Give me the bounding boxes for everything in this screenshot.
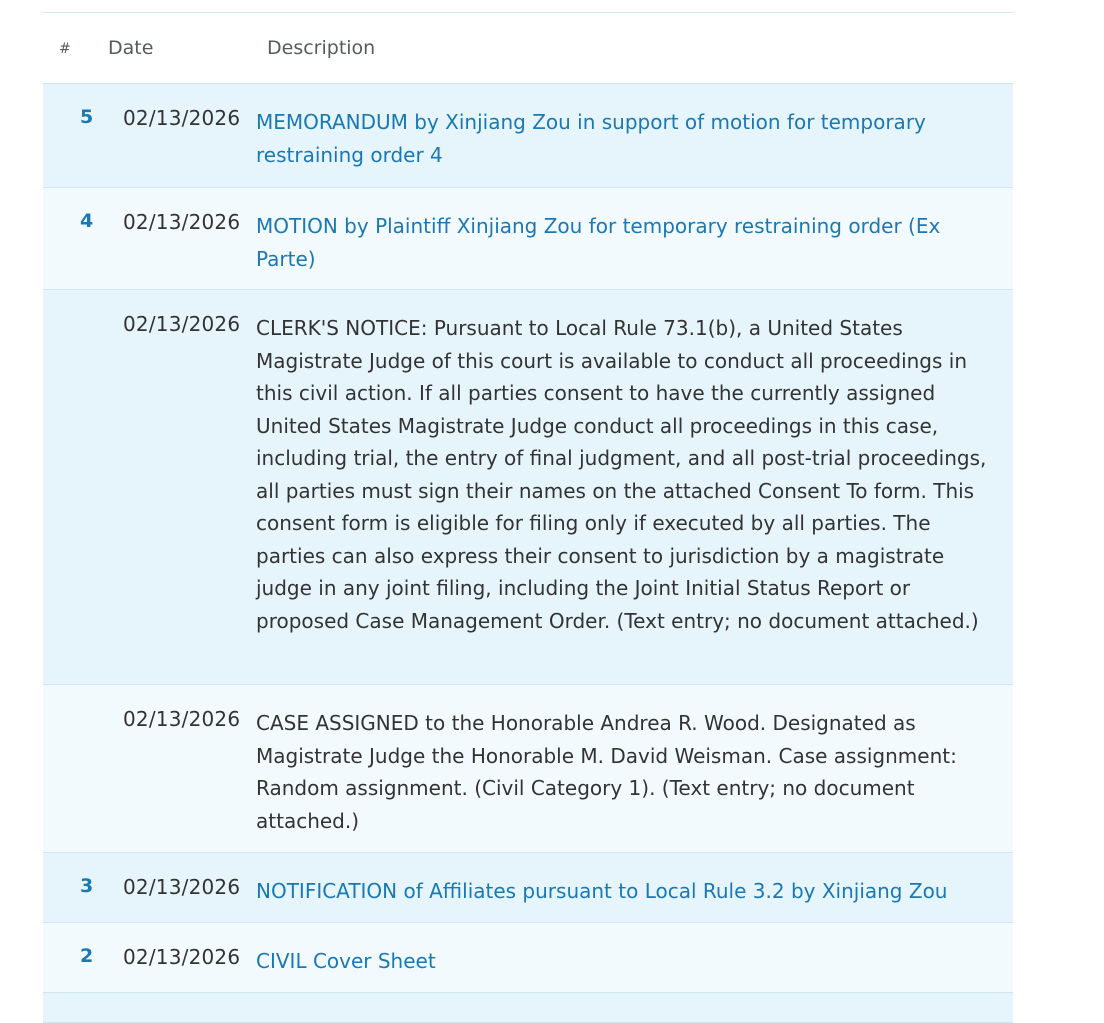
entry-date: 02/13/2026 [123, 707, 241, 731]
table-row-partial [43, 993, 1013, 1023]
table-row [43, 923, 1013, 993]
table-header [43, 13, 1013, 84]
entry-date: 02/13/2026 [123, 106, 241, 130]
table-row [43, 685, 1013, 853]
entry-number[interactable]: 5 [80, 106, 94, 128]
table-row [43, 853, 1013, 923]
entry-date: 02/13/2026 [123, 875, 241, 899]
header-date[interactable]: Date [108, 37, 154, 59]
entry-description: CLERK'S NOTICE: Pursuant to Local Rule 73.1(b), a United States Magistrate Judge of this court is available to conduct all proceedings in this civil action. If all parties consent to have the currently assigned United States Magistrate Judge conduct all proceedings in this case, including trial, the entry of final judgment, and all post-trial proceedings, all parties must sign their names on the attached Consent To form. This consent form is eligible for filing only if executed by all parties. The parties can also express their consent to jurisdiction by a magistrate judge in any joint filing, including the Joint Initial Status Report or proposed Case Management Order. (Text entry; no document attached.) [256, 316, 987, 633]
header-description[interactable]: Description [267, 37, 376, 59]
entry-description-link[interactable]: NOTIFICATION of Affiliates pursuant to Local Rule 3.2 by Xinjiang Zou [256, 879, 948, 903]
entry-description-link[interactable]: MOTION by Plaintiff Xinjiang Zou for temporary restraining order (Ex Parte) [256, 214, 941, 271]
entry-date: 02/13/2026 [123, 312, 241, 336]
entry-number[interactable]: 3 [80, 875, 94, 897]
docket-table [43, 12, 1013, 1023]
entry-description-link[interactable]: CIVIL Cover Sheet [256, 949, 436, 973]
entry-number[interactable]: 4 [80, 210, 94, 232]
entry-description-link[interactable]: MEMORANDUM by Xinjiang Zou in support of motion for temporary restraining order 4 [256, 110, 926, 167]
entry-date: 02/13/2026 [123, 945, 241, 969]
header-number: # [59, 41, 71, 57]
entry-number[interactable]: 2 [80, 945, 94, 967]
table-row [43, 290, 1013, 685]
entry-description: CASE ASSIGNED to the Honorable Andrea R. Wood. Designated as Magistrate Judge the Honorable M. David Weisman. Case assignment: Random assignment. (Civil Category 1). (Text entry; no document attached.) [256, 711, 957, 833]
table-row [43, 84, 1013, 188]
table-row [43, 188, 1013, 290]
entry-date: 02/13/2026 [123, 210, 241, 234]
